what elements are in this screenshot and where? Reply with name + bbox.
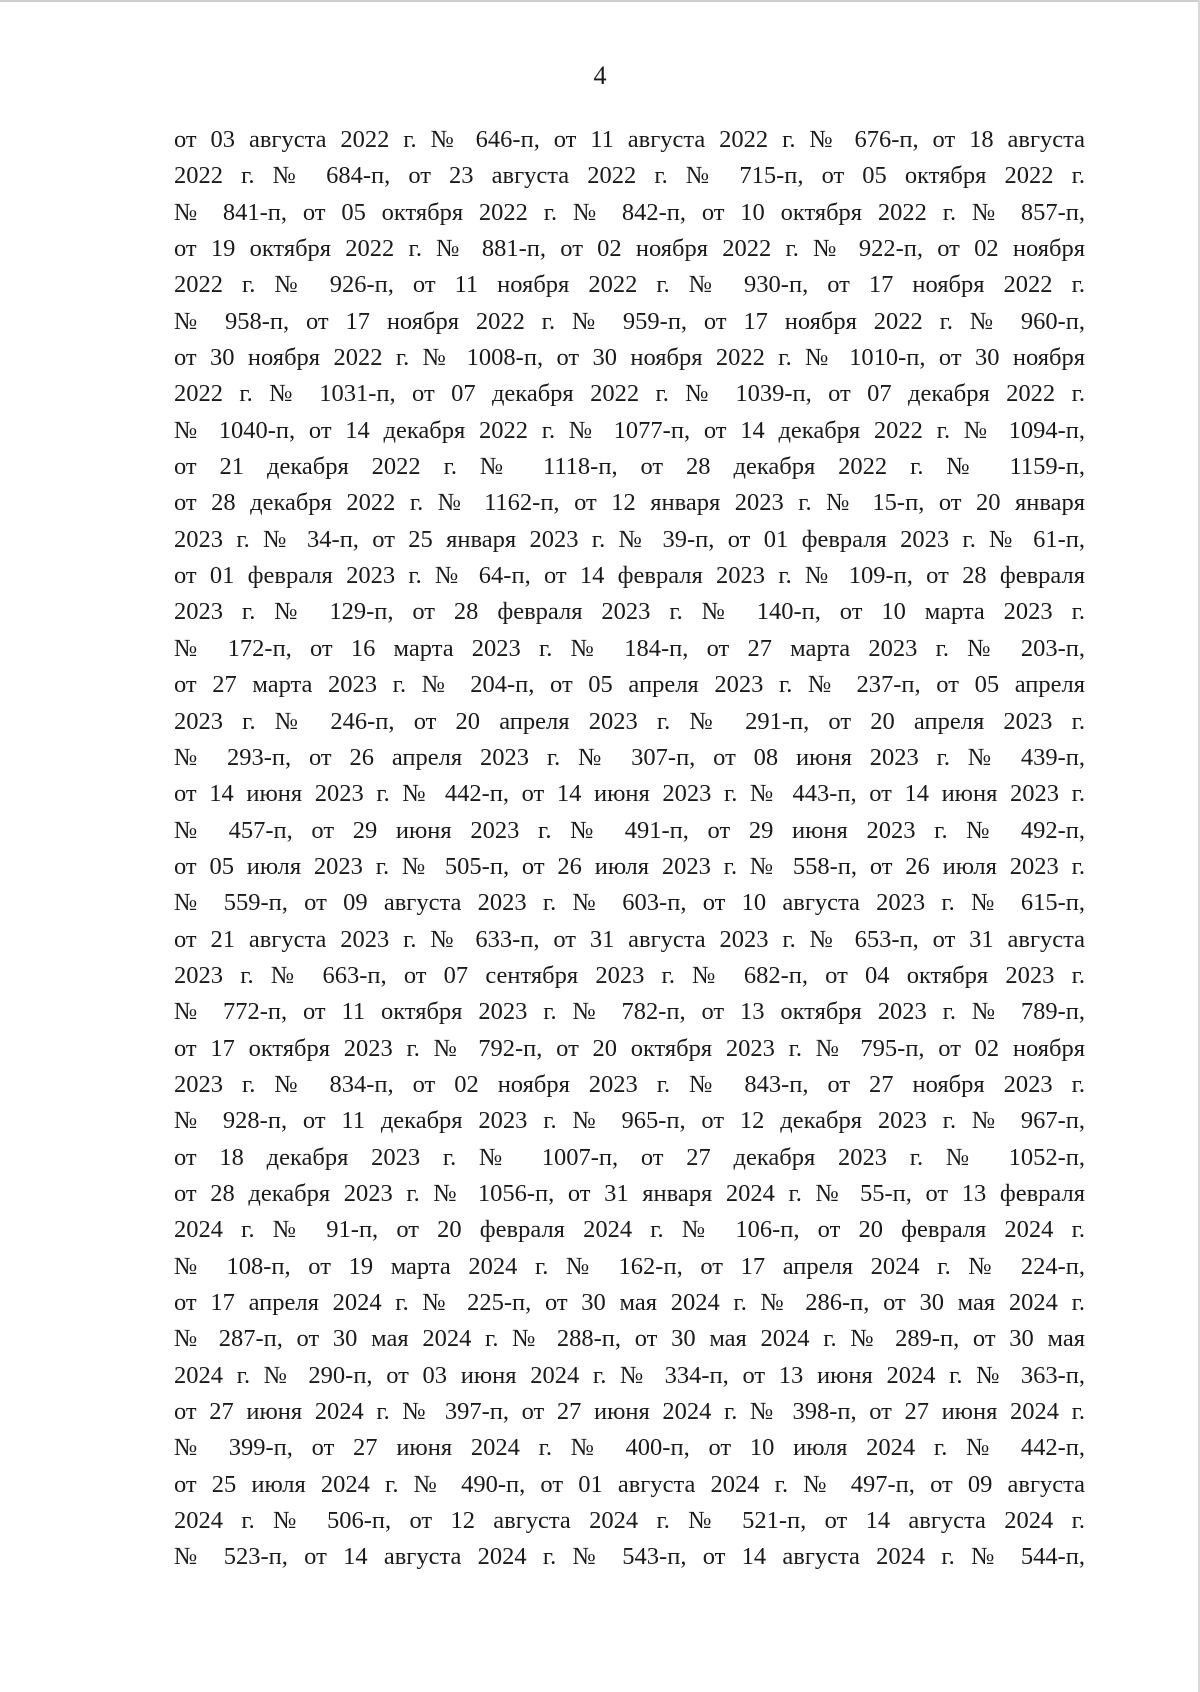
- text-line: № 772-п, от 11 октября 2023 г. № 782-п, от 13 октября 2023 г. № 789-п,: [174, 998, 1085, 1026]
- text-line: № 457-п, от 29 июня 2023 г. № 491-п, от 29 июня 2023 г. № 492-п,: [174, 816, 1085, 844]
- text-line: № 928-п, от 11 декабря 2023 г. № 965-п, от 12 декабря 2023 г. № 967-п,: [174, 1107, 1085, 1135]
- text-line: от 28 декабря 2022 г. № 1162-п, от 12 января 2023 г. № 15-п, от 20 января: [174, 489, 1085, 517]
- text-line: № 399-п, от 27 июня 2024 г. № 400-п, от 10 июля 2024 г. № 442-п,: [174, 1434, 1085, 1462]
- text-line: № 841-п, от 05 октября 2022 г. № 842-п, от 10 октября 2022 г. № 857-п,: [174, 198, 1085, 226]
- text-line: 2024 г. № 506-п, от 12 августа 2024 г. № 521-п, от 14 августа 2024 г.: [174, 1507, 1085, 1535]
- text-line: № 958-п, от 17 ноября 2022 г. № 959-п, от 17 ноября 2022 г. № 960-п,: [174, 307, 1085, 335]
- text-line: от 01 февраля 2023 г. № 64-п, от 14 февраля 2023 г. № 109-п, от 28 февраля: [174, 562, 1085, 590]
- text-line: от 05 июля 2023 г. № 505-п, от 26 июля 2023 г. № 558-п, от 26 июля 2023 г.: [174, 852, 1085, 880]
- text-line: 2023 г. № 663-п, от 07 сентября 2023 г. № 682-п, от 04 октября 2023 г.: [174, 961, 1085, 989]
- text-line: № 523-п, от 14 августа 2024 г. № 543-п, от 14 августа 2024 г. № 544-п,: [174, 1543, 1085, 1571]
- text-line: № 293-п, от 26 апреля 2023 г. № 307-п, от 08 июня 2023 г. № 439-п,: [174, 743, 1085, 771]
- text-line: 2023 г. № 129-п, от 28 февраля 2023 г. № 140-п, от 10 марта 2023 г.: [174, 598, 1085, 626]
- text-line: от 27 марта 2023 г. № 204-п, от 05 апреля 2023 г. № 237-п, от 05 апреля: [174, 671, 1085, 699]
- text-line: от 14 июня 2023 г. № 442-п, от 14 июня 2023 г. № 443-п, от 14 июня 2023 г.: [174, 780, 1085, 808]
- text-line: № 172-п, от 16 марта 2023 г. № 184-п, от 27 марта 2023 г. № 203-п,: [174, 634, 1085, 662]
- text-line: № 108-п, от 19 марта 2024 г. № 162-п, от 17 апреля 2024 г. № 224-п,: [174, 1252, 1085, 1280]
- text-line: № 287-п, от 30 мая 2024 г. № 288-п, от 30 мая 2024 г. № 289-п, от 30 мая: [174, 1325, 1085, 1353]
- text-line: от 25 июля 2024 г. № 490-п, от 01 августа 2024 г. № 497-п, от 09 августа: [174, 1470, 1085, 1498]
- text-line: 2022 г. № 1031-п, от 07 декабря 2022 г. № 1039-п, от 07 декабря 2022 г.: [174, 380, 1085, 408]
- text-line: № 559-п, от 09 августа 2023 г. № 603-п, от 10 августа 2023 г. № 615-п,: [174, 889, 1085, 917]
- text-line: от 21 декабря 2022 г. № 1118-п, от 28 декабря 2022 г. № 1159-п,: [174, 453, 1085, 481]
- text-line: от 03 августа 2022 г. № 646-п, от 11 августа 2022 г. № 676-п, от 18 августа: [174, 126, 1085, 153]
- text-line: от 17 октября 2023 г. № 792-п, от 20 октября 2023 г. № 795-п, от 02 ноября: [174, 1034, 1085, 1062]
- text-line: 2024 г. № 290-п, от 03 июня 2024 г. № 334-п, от 13 июня 2024 г. № 363-п,: [174, 1361, 1085, 1389]
- text-line: от 19 октября 2022 г. № 881-п, от 02 ноября 2022 г. № 922-п, от 02 ноября: [174, 235, 1085, 263]
- text-line: от 17 апреля 2024 г. № 225-п, от 30 мая 2024 г. № 286-п, от 30 мая 2024 г.: [174, 1289, 1085, 1316]
- page-number: 4: [593, 61, 607, 90]
- text-line: № 1040-п, от 14 декабря 2022 г. № 1077-п, от 14 декабря 2022 г. № 1094-п,: [174, 416, 1085, 444]
- text-line: от 18 декабря 2023 г. № 1007-п, от 27 декабря 2023 г. № 1052-п,: [174, 1143, 1085, 1171]
- text-line: 2023 г. № 834-п, от 02 ноября 2023 г. № 843-п, от 27 ноября 2023 г.: [174, 1070, 1085, 1098]
- text-line: от 27 июня 2024 г. № 397-п, от 27 июня 2024 г. № 398-п, от 27 июня 2024 г.: [174, 1398, 1085, 1426]
- text-line: 2022 г. № 926-п, от 11 ноября 2022 г. № 930-п, от 17 ноября 2022 г.: [174, 271, 1085, 299]
- text-line: от 28 декабря 2023 г. № 1056-п, от 31 января 2024 г. № 55-п, от 13 февраля: [174, 1179, 1085, 1207]
- text-line: 2022 г. № 684-п, от 23 августа 2022 г. № 715-п, от 05 октября 2022 г.: [174, 162, 1085, 190]
- scan-edge-top: [0, 0, 1200, 2]
- text-line: 2023 г. № 34-п, от 25 января 2023 г. № 39-п, от 01 февраля 2023 г. № 61-п,: [174, 525, 1085, 553]
- text-line: от 30 ноября 2022 г. № 1008-п, от 30 ноября 2022 г. № 1010-п, от 30 ноября: [174, 344, 1085, 372]
- body-paragraph: [174, 122, 1085, 1576]
- text-line: от 21 августа 2023 г. № 633-п, от 31 августа 2023 г. № 653-п, от 31 августа: [174, 925, 1085, 953]
- text-line: 2023 г. № 246-п, от 20 апреля 2023 г. № 291-п, от 20 апреля 2023 г.: [174, 707, 1085, 735]
- text-line: 2024 г. № 91-п, от 20 февраля 2024 г. № 106-п, от 20 февраля 2024 г.: [174, 1216, 1085, 1244]
